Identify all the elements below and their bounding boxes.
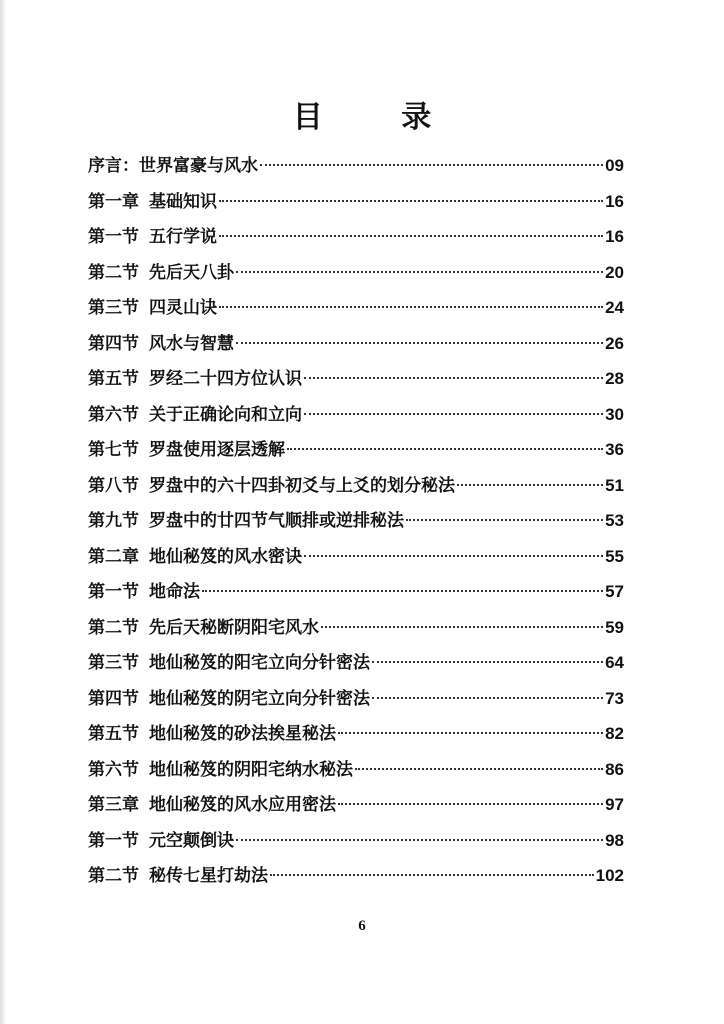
toc-entry-chapter-1 <box>88 184 624 220</box>
toc-entry-page: 24 <box>605 298 624 317</box>
toc-dot-leader <box>270 874 594 876</box>
toc-entry-title: 世界富豪与风水 <box>139 156 258 176</box>
toc-entry-title: 罗盘使用逐层透解 <box>149 440 285 460</box>
toc-entry-label: 第八节 <box>88 475 139 496</box>
toc-entry-label: 第六节 <box>88 759 139 780</box>
toc-dot-leader <box>355 768 603 770</box>
toc-entry-page: 64 <box>605 653 624 672</box>
toc-entry-section <box>88 610 624 646</box>
toc-entry-label: 第四节 <box>88 688 139 709</box>
toc-entry-title: 地仙秘笈的风水密诀 <box>149 546 302 567</box>
toc-entry-page: 26 <box>605 333 624 353</box>
toc-entry-section <box>88 681 624 717</box>
toc-entry-label: 第九节 <box>88 511 139 531</box>
toc-entry-title: 地仙秘笈的阴阳宅纳水秘法 <box>149 759 353 780</box>
toc-entry-title: 五行学说 <box>149 227 217 247</box>
toc-entry-label: 第三章 <box>88 795 139 815</box>
toc-entry-title: 地仙秘笈的阳宅立向分针密法 <box>149 653 370 673</box>
toc-dot-leader <box>219 235 603 237</box>
toc-entry-label: 第二节 <box>88 262 139 283</box>
toc-entry-page: 28 <box>605 369 624 388</box>
toc-entry-title: 地仙秘笈的风水应用密法 <box>149 795 336 815</box>
toc-entry-label: 第六节 <box>88 404 139 425</box>
toc-entry-title: 先后天秘断阴阳宅风水 <box>149 617 319 638</box>
toc-dot-leader <box>372 661 603 663</box>
toc-dot-leader <box>406 519 603 521</box>
toc-dot-leader <box>372 697 603 699</box>
toc-entry-page: 86 <box>605 759 624 779</box>
toc-entry-title: 元空颠倒诀 <box>149 830 234 851</box>
toc-entry-page: 57 <box>605 582 624 601</box>
toc-entry-page: 51 <box>605 475 624 495</box>
toc-dot-leader <box>219 200 603 202</box>
toc-entry-page: 16 <box>605 227 624 246</box>
toc-entry-title: 关于正确论向和立向 <box>149 404 302 425</box>
toc-entry-section <box>88 432 624 468</box>
toc-entry-page: 53 <box>605 511 624 530</box>
toc-entry-section <box>88 361 624 397</box>
toc-dot-leader <box>219 306 603 308</box>
toc-entry-label: 第三节 <box>88 653 139 673</box>
toc-entry-page: 20 <box>605 262 624 282</box>
toc-entry-label: 第五节 <box>88 369 139 389</box>
toc-entry-section <box>88 468 624 504</box>
toc-dot-leader <box>321 626 603 628</box>
toc-entry-title: 秘传七星打劫法 <box>149 866 268 886</box>
toc-dot-leader <box>236 342 603 344</box>
toc-entry-title: 基础知识 <box>149 191 217 212</box>
toc-entry-title: 四灵山诀 <box>149 298 217 318</box>
toc-entry-label: 序言： <box>88 156 139 176</box>
toc-dot-leader <box>304 555 603 557</box>
toc-entry-page: 16 <box>605 191 624 211</box>
toc-entry-page: 59 <box>605 617 624 637</box>
toc-entry-section <box>88 397 624 433</box>
toc-entry-section <box>88 290 624 326</box>
toc-entry-page: 82 <box>605 724 624 743</box>
page-title: 目 录 <box>292 100 466 135</box>
toc-entry-section <box>88 752 624 788</box>
toc-entry-label: 第三节 <box>88 298 139 318</box>
toc-entry-title: 罗盘中的六十四卦初爻与上爻的划分秘法 <box>149 475 455 496</box>
toc-entry-section <box>88 858 624 894</box>
toc-entry-section <box>88 823 624 859</box>
toc-entry-page: 97 <box>605 795 624 814</box>
toc-entry-label: 第七节 <box>88 440 139 460</box>
toc-entry-label: 第一章 <box>88 191 139 212</box>
toc-entry-title: 地仙秘笈的砂法挨星秘法 <box>149 724 336 744</box>
toc-entry-page: 55 <box>605 546 624 566</box>
toc-entry-label: 第一节 <box>88 830 139 851</box>
toc-entry-page: 102 <box>595 866 624 885</box>
toc-dot-leader <box>304 413 603 415</box>
toc-entry-title: 地仙秘笈的阴宅立向分针密法 <box>149 688 370 709</box>
scan-edge-shadow <box>0 0 6 1024</box>
toc-entry-section <box>88 716 624 752</box>
toc-entry-page: 98 <box>605 830 624 850</box>
toc-dot-leader <box>304 377 603 379</box>
toc-dot-leader <box>287 448 603 450</box>
toc-dot-leader <box>236 839 603 841</box>
toc-entry-label: 第二章 <box>88 546 139 567</box>
toc-entry-section <box>88 574 624 610</box>
toc-dot-leader <box>236 271 603 273</box>
toc-entry-page: 36 <box>605 440 624 459</box>
toc-entry-label: 第四节 <box>88 333 139 354</box>
toc-entry-section <box>88 326 624 362</box>
toc-dot-leader <box>202 590 603 592</box>
toc-entry-label: 第五节 <box>88 724 139 744</box>
toc-entry-title: 罗经二十四方位认识 <box>149 369 302 389</box>
toc-dot-leader <box>260 164 603 166</box>
toc-entry-label: 第一节 <box>88 227 139 247</box>
toc-entry-chapter-3 <box>88 787 624 823</box>
toc-dot-leader <box>338 732 603 734</box>
toc-entry-chapter-2 <box>88 539 624 575</box>
toc-entry-section <box>88 503 624 539</box>
toc-entry-section <box>88 645 624 681</box>
toc-entry-title: 风水与智慧 <box>149 333 234 354</box>
toc-entry-section <box>88 219 624 255</box>
toc-entry-preface <box>88 148 624 184</box>
toc-entry-section <box>88 255 624 291</box>
toc-entry-page: 73 <box>605 688 624 708</box>
toc-entry-page: 09 <box>605 156 624 175</box>
toc-entry-label: 第二节 <box>88 617 139 638</box>
toc-entry-title: 罗盘中的廿四节气顺排或逆排秘法 <box>149 511 404 531</box>
toc-entry-label: 第二节 <box>88 866 139 886</box>
toc-entry-title: 先后天八卦 <box>149 262 234 283</box>
toc-dot-leader <box>457 484 603 486</box>
table-of-contents <box>88 148 624 894</box>
page-number: 6 <box>358 918 366 934</box>
toc-dot-leader <box>338 803 603 805</box>
toc-entry-label: 第一节 <box>88 582 139 602</box>
toc-entry-title: 地命法 <box>149 582 200 602</box>
toc-entry-page: 30 <box>605 404 624 424</box>
